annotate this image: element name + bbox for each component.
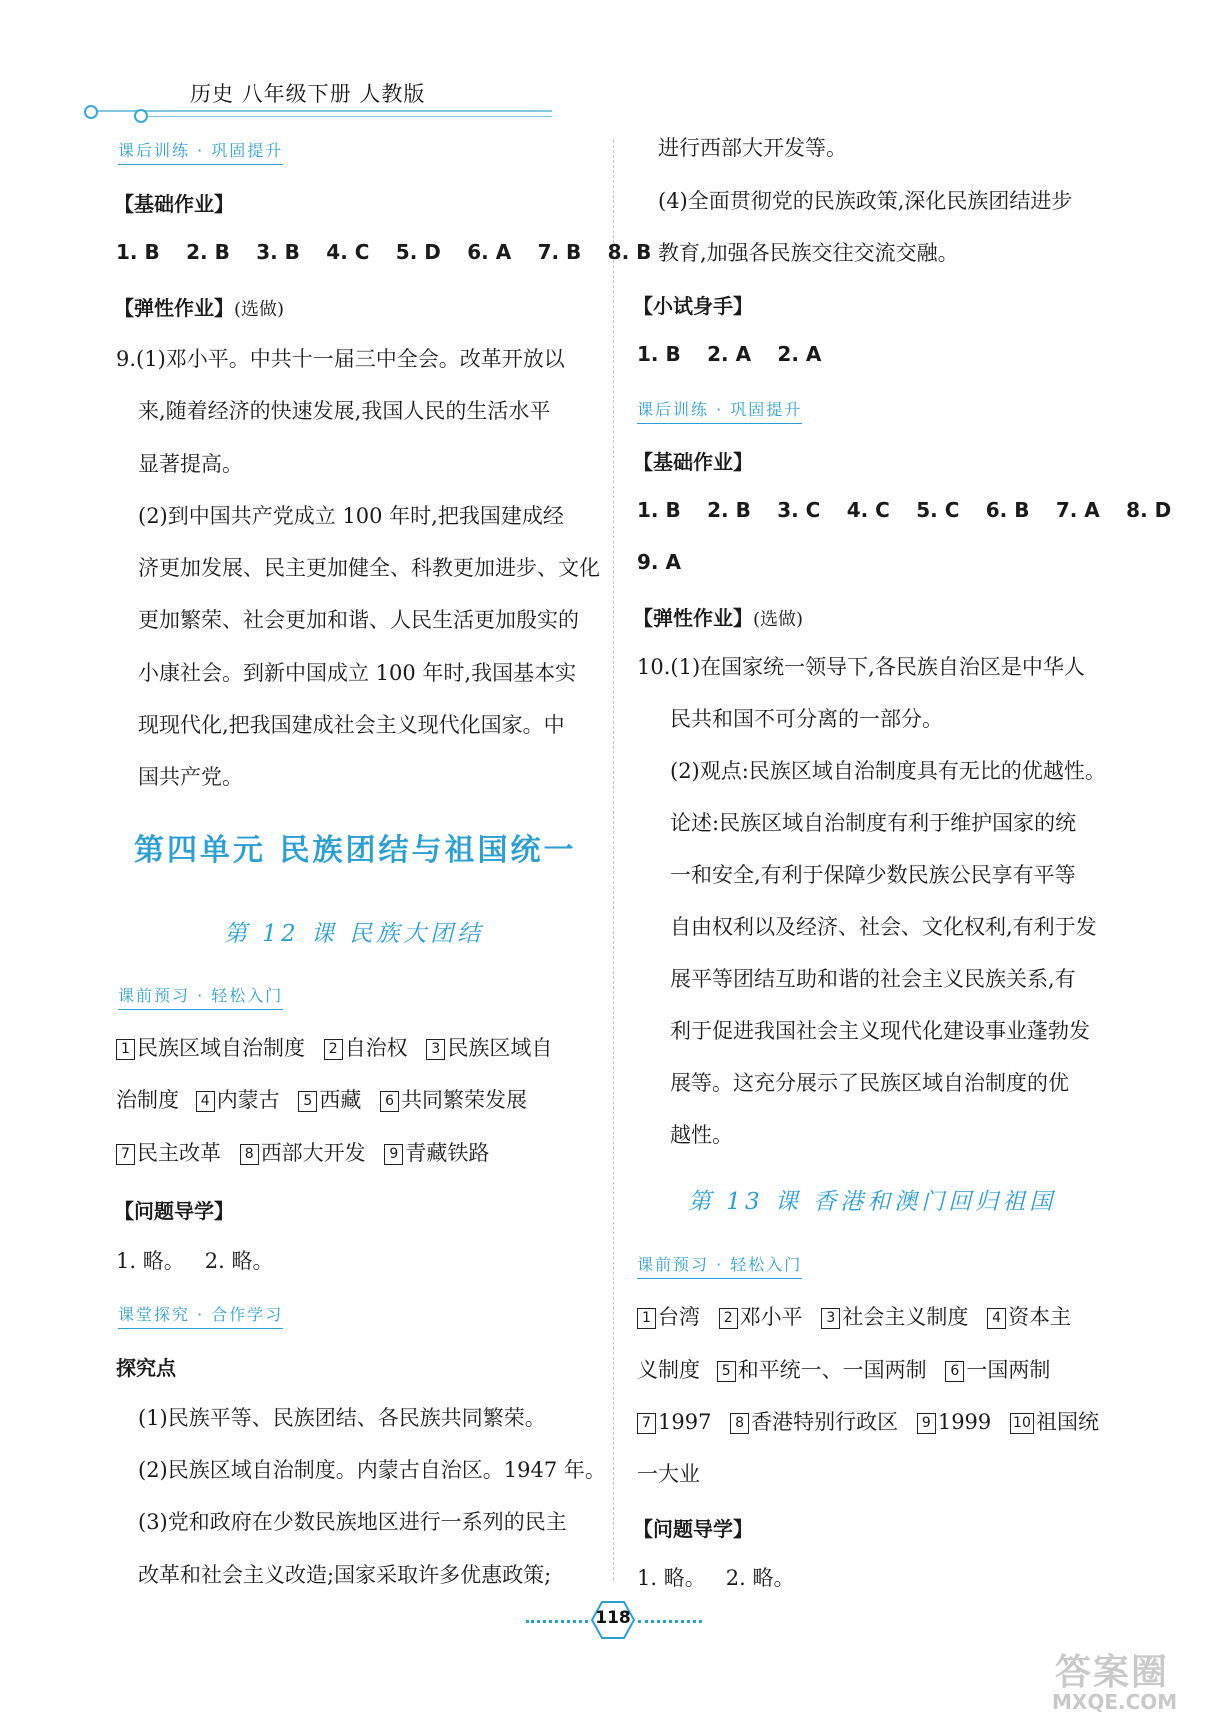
page-number: 118 <box>595 1608 631 1628</box>
number-box: 3 <box>426 1039 445 1060</box>
elastic-title-text: 【弹性作业】 <box>633 606 753 630</box>
fill-answer: 西藏 <box>319 1088 362 1112</box>
question-guide-title: 【问题导学】 <box>114 1199 234 1223</box>
explore-line: (3)党和政府在少数民族地区进行一系列的民主 <box>138 1510 567 1534</box>
answer-item: 2. B <box>186 240 230 264</box>
section-label-after-class: 课后训练 · 巩固提升 <box>637 397 802 424</box>
answer-item: 2. A <box>777 342 822 366</box>
answer-line: 来,随着经济的快速发展,我国人民的生活水平 <box>138 399 551 423</box>
lesson-13-title: 第 13 课 香港和澳门回归祖国 <box>688 1189 1057 1215</box>
answer-item: 3. C <box>777 498 821 522</box>
number-box: 9 <box>917 1413 936 1434</box>
watermark-logo: 答案圈 <box>1055 1652 1170 1693</box>
fill-answer: 社会主义制度 <box>842 1305 969 1329</box>
fill-answer: 民族区域自治制度 <box>137 1036 305 1060</box>
number-box: 7 <box>116 1144 135 1165</box>
fill-answer: 祖国统 <box>1035 1410 1099 1434</box>
answer-item: 6. A <box>467 240 512 264</box>
answer-item: 7. A <box>1055 498 1100 522</box>
answer-line: 显著提高。 <box>138 452 243 476</box>
column-divider <box>613 140 614 1580</box>
answer-item: 1. B <box>116 240 160 264</box>
answer-item: 2. B <box>707 498 751 522</box>
answer-item: 3. B <box>256 240 300 264</box>
optional-tag: (选做) <box>753 609 804 630</box>
answer-item: 1. B <box>637 342 681 366</box>
answer-line: 论述:民族区域自治制度有利于维护国家的统 <box>670 811 1077 835</box>
explore-line: (2)民族区域自治制度。内蒙古自治区。1947 年。 <box>138 1458 606 1482</box>
page-number-dots-right <box>638 1620 702 1623</box>
header-rule-secondary <box>140 116 552 117</box>
preview-line <box>637 1355 1050 1385</box>
watermark-url: MXQE.COM <box>1052 1690 1178 1714</box>
question-guide-title: 【问题导学】 <box>633 1517 753 1541</box>
number-box: 4 <box>987 1308 1006 1329</box>
fill-answer: 西部大开发 <box>260 1141 366 1165</box>
section-label-preview: 课前预习 · 轻松入门 <box>118 983 283 1010</box>
fill-answer: 资本主 <box>1008 1305 1072 1329</box>
number-box: 9 <box>384 1144 403 1165</box>
number-box: 4 <box>196 1091 215 1112</box>
fill-answer: 民主改革 <box>137 1141 221 1165</box>
lesson-12-title: 第 12 课 民族大团结 <box>224 921 485 947</box>
running-header-title: 历史 八年级下册 人教版 <box>190 82 426 106</box>
answer-line: 现现代化,把我国建成社会主义现代化国家。中 <box>138 713 565 737</box>
optional-tag: (选做) <box>234 299 285 320</box>
basic-homework-title: 【基础作业】 <box>633 450 753 474</box>
answer-line: 小康社会。到新中国成立 100 年时,我国基本实 <box>138 661 577 685</box>
fill-answer: 和平统一、一国两制 <box>737 1358 927 1382</box>
header-dot-icon <box>134 109 148 123</box>
page-number-badge <box>591 1600 635 1640</box>
fill-answer: 自治权 <box>344 1036 408 1060</box>
basic-answers-cont <box>637 550 681 574</box>
section-label-after-class: 课后训练 · 巩固提升 <box>118 138 283 165</box>
fill-answer: 邓小平 <box>739 1305 803 1329</box>
answer-line: 民共和国不可分离的一部分。 <box>670 707 943 731</box>
elastic-title-text: 【弹性作业】 <box>114 296 234 320</box>
answer-line: (4)全面贯彻党的民族政策,深化民族团结进步 <box>658 189 1073 213</box>
answer-line: 10.(1)在国家统一领导下,各民族自治区是中华人 <box>637 655 1085 679</box>
number-box: 5 <box>298 1091 317 1112</box>
answer-item: 5. D <box>395 240 441 264</box>
answer-item: 7. B <box>537 240 582 264</box>
number-box: 8 <box>730 1413 749 1434</box>
elastic-homework-title <box>114 292 284 321</box>
page-number-dots-left <box>526 1620 588 1623</box>
number-box: 3 <box>821 1308 840 1329</box>
answer-item: 4. C <box>846 498 890 522</box>
try-it-title: 【小试身手】 <box>633 294 753 318</box>
answer-line: 利于促进我国社会主义现代化建设事业蓬勃发 <box>670 1019 1090 1043</box>
answer-item: 9. A <box>637 550 681 574</box>
fill-answer: 民族区域自 <box>447 1036 553 1060</box>
answer-line: 自由权利以及经济、社会、文化权利,有利于发 <box>670 915 1097 939</box>
number-box: 7 <box>637 1413 656 1434</box>
answer-line: 济更加发展、民主更加健全、科教更加进步、文化 <box>138 556 600 580</box>
answer-line: 越性。 <box>670 1123 733 1147</box>
guide-answer: 1. 略。 2. 略。 <box>116 1249 274 1273</box>
explore-line: 改革和社会主义改造;国家采取许多优惠政策; <box>138 1563 552 1587</box>
elastic-homework-title <box>633 602 803 631</box>
preview-line <box>116 1138 489 1168</box>
number-box: 1 <box>116 1039 135 1060</box>
answer-line: (2)观点:民族区域自治制度具有无比的优越性。 <box>670 759 1106 783</box>
answer-item: 2. A <box>707 342 752 366</box>
answer-line: 一和安全,有利于保障少数民族公民享有平等 <box>670 863 1076 887</box>
number-box: 1 <box>637 1308 656 1329</box>
number-box: 6 <box>380 1091 399 1112</box>
fill-answer: 青藏铁路 <box>405 1141 490 1165</box>
number-box: 2 <box>324 1039 343 1060</box>
fill-answer: 内蒙古 <box>216 1088 280 1112</box>
preview-line <box>116 1033 552 1063</box>
answer-item: 8. B <box>607 240 652 264</box>
number-box: 5 <box>717 1361 736 1382</box>
fill-answer: 1999 <box>937 1410 992 1434</box>
answer-line: 国共产党。 <box>138 765 243 789</box>
fill-answer: 一国两制 <box>966 1358 1051 1382</box>
fill-answer: 共同繁荣发展 <box>401 1088 528 1112</box>
answer-line: 进行西部大开发等。 <box>658 136 847 160</box>
answer-line: 教育,加强各民族交往交流交融。 <box>658 241 959 265</box>
answer-item: 4. C <box>326 240 370 264</box>
fill-answer: 香港特别行政区 <box>751 1410 899 1434</box>
answer-item: 1. B <box>637 498 681 522</box>
basic-answers <box>637 498 1191 522</box>
fill-answer: 治制度 <box>116 1088 179 1112</box>
try-answers <box>637 342 841 366</box>
number-box: 6 <box>945 1361 964 1382</box>
answer-line: 9.(1)邓小平。中共十一届三中全会。改革开放以 <box>116 347 565 371</box>
fill-answer: 义制度 <box>637 1358 700 1382</box>
basic-homework-title: 【基础作业】 <box>114 192 234 216</box>
basic-answers <box>116 240 671 264</box>
answer-line: 展平等团结互助和谐的社会主义民族关系,有 <box>670 967 1076 991</box>
answer-item: 8. D <box>1126 498 1172 522</box>
section-label-preview: 课前预习 · 轻松入门 <box>637 1252 802 1279</box>
answer-line: 展等。这充分展示了民族区域自治制度的优 <box>670 1071 1069 1095</box>
explore-point-title: 探究点 <box>116 1356 176 1380</box>
header-rule <box>92 110 552 112</box>
preview-line <box>116 1085 527 1115</box>
unit-title: 第四单元 民族团结与祖国统一 <box>134 833 577 868</box>
explore-line: (1)民族平等、民族团结、各民族共同繁荣。 <box>138 1406 546 1430</box>
answer-item: 5. C <box>916 498 960 522</box>
preview-line <box>637 1407 1099 1437</box>
preview-line: 一大业 <box>637 1462 700 1486</box>
fill-answer: 台湾 <box>658 1305 700 1329</box>
fill-answer: 1997 <box>658 1410 712 1434</box>
preview-line <box>637 1302 1071 1332</box>
number-box: 10 <box>1010 1413 1034 1434</box>
answer-line: 更加繁荣、社会更加和谐、人民生活更加殷实的 <box>138 608 579 632</box>
header-dot-icon <box>84 105 98 119</box>
number-box: 8 <box>240 1144 259 1165</box>
number-box: 2 <box>719 1308 738 1329</box>
guide-answer: 1. 略。 2. 略。 <box>637 1566 795 1590</box>
answer-item: 6. B <box>985 498 1030 522</box>
section-label-classroom: 课堂探究 · 合作学习 <box>118 1302 283 1329</box>
answer-line: (2)到中国共产党成立 100 年时,把我国建成经 <box>138 504 564 528</box>
